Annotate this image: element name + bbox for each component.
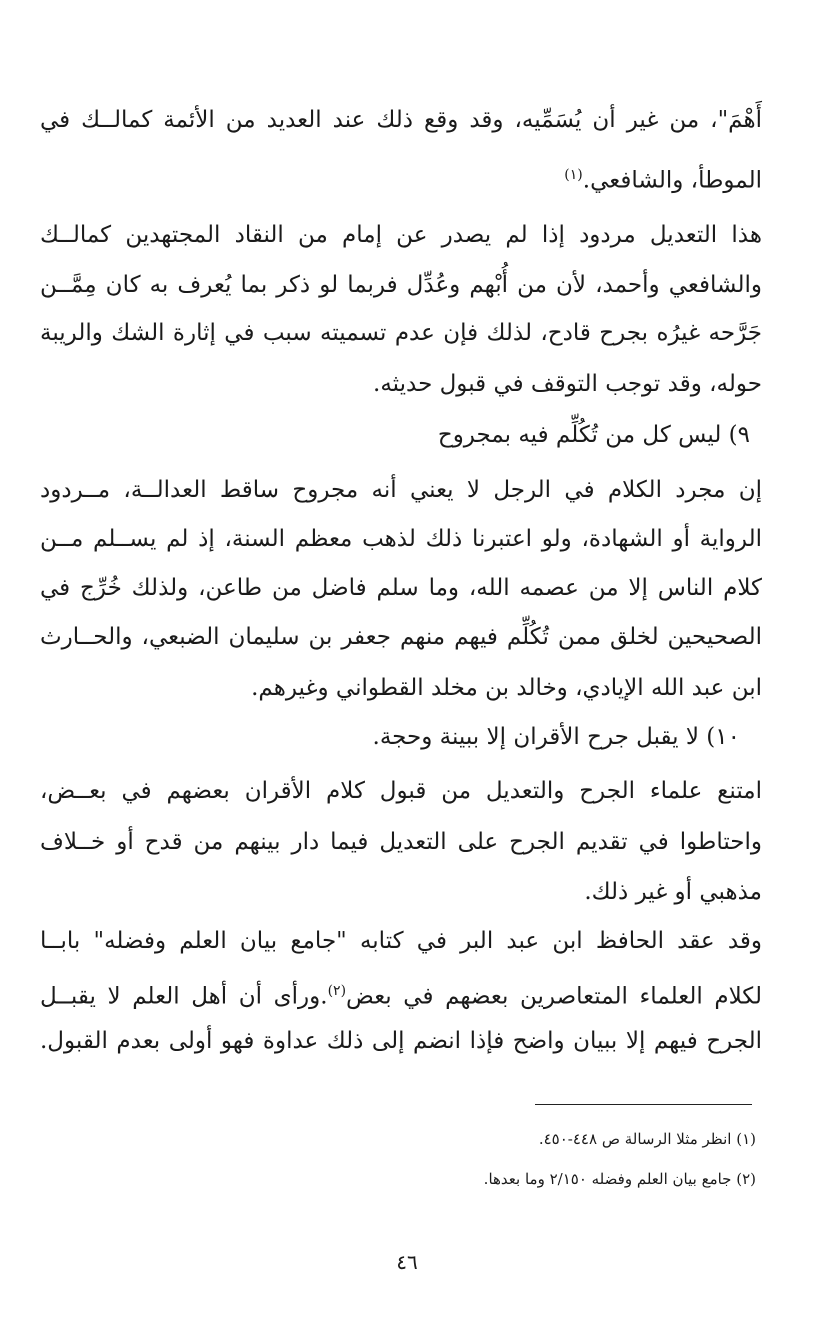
text-line: هذا التعديل مردود إذا لم يصدر عن إمام من النقاد المجتهدين كمالــك [40,222,762,248]
text-line: أَهْمَ"، من غير أن يُسَمِّيه، وقد وقع ذلك عند العديد من الأئمة كمالــك في [40,107,762,133]
footnote-divider [535,1104,752,1105]
footnote: (١) انظر مثلا الرسالة ص ٤٤٨-٤٥٠. [538,1130,756,1148]
text-line: وقد عقد الحافظ ابن عبد البر في كتابه "جامع بيان العلم وفضله" بابــا [40,928,762,954]
section-heading: ١٠) لا يقبل جرح الأقران إلا ببينة وحجة. [372,724,740,750]
text-line: كلام الناس إلا من عصمه الله، وما سلم فاضل من طاعن، ولذلك خُرِّج في [40,575,762,601]
section-heading: ٩) ليس كل من تُكُلِّم فيه بمجروح [437,422,750,448]
text-line: الجرح فيهم إلا ببيان واضح فإذا انضم إلى ذلك عداوة فهو أولى بعدم القبول. [40,1028,762,1054]
text-line: مذهبي أو غير ذلك. [584,879,762,905]
text-line: جَرَّحه غيرُه بجرح قادح، لذلك فإن عدم تسميته سبب في إثارة الشك والريبة [40,320,762,346]
footnote-ref: (١) [564,167,583,183]
text-fragment: الموطأ، والشافعي. [582,167,762,194]
text-line [40,160,762,196]
text-line: ابن عبد الله الإيادي، وخالد بن مخلد القطواني وغيرهم. [251,675,762,701]
text-line: والشافعي وأحمد، لأن من أُبْهم وعُدِّل فربما لو ذكر بما يُعرف به كان مِمَّــن [40,272,762,298]
page-number: ٤٦ [396,1250,418,1274]
text-fragment: لكلام العلماء المتعاصرين بعضهم في بعض [346,983,762,1010]
text-line: امتنع علماء الجرح والتعديل من قبول كلام الأقران بعضهم في بعــض، [40,778,762,804]
text-line [40,976,762,1012]
text-line: حوله، وقد توجب التوقف في قبول حديثه. [373,371,762,397]
text-line: إن مجرد الكلام في الرجل لا يعني أنه مجروح ساقط العدالــة، مــردود [40,477,762,503]
text-fragment: .ورأى أن أهل العلم لا يقبــل [40,983,328,1010]
footnote: (٢) جامع بيان العلم وفضله ٢/١٥٠ وما بعدها. [483,1170,756,1188]
text-line: واحتاطوا في تقديم الجرح على التعديل فيما دار بينهم من قدح أو خــلاف [40,829,762,855]
text-line: الصحيحين لخلق ممن تُكُلِّم فيهم منهم جعفر بن سليمان الضبعي، والحــارث [40,624,762,650]
footnote-ref: (٢) [327,983,347,999]
text-line: الرواية أو الشهادة، ولو اعتبرنا ذلك لذهب معظم السنة، إذ لم يســلم مــن [40,526,762,552]
